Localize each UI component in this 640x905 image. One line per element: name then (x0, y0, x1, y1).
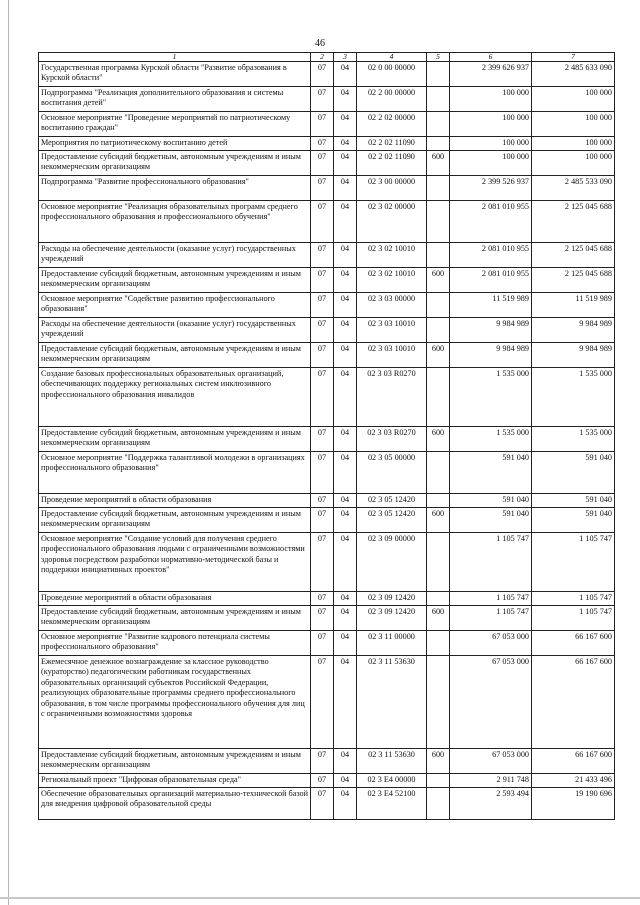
row-name: Предоставление субсидий бюджетным, автономным учреждениям и иным некоммерческим организациям (39, 508, 311, 533)
table-row (39, 201, 615, 243)
row-target-article: 02 2 02 00000 (357, 112, 427, 137)
row-subsection: 04 (334, 774, 357, 788)
row-section: 07 (311, 656, 334, 749)
row-name: Подпрограмма "Развитие профессионального образования" (39, 176, 311, 201)
row-subsection: 04 (334, 494, 357, 508)
row-amount-year1: 1 535 000 (450, 427, 532, 452)
row-amount-year2: 1 105 747 (532, 533, 615, 592)
row-amount-year2: 100 000 (532, 87, 615, 112)
row-target-article: 02 3 09 12420 (357, 592, 427, 606)
row-target-article: 02 3 E4 52100 (357, 788, 427, 820)
row-expense-type: 600 (427, 606, 450, 631)
row-expense-type (427, 293, 450, 318)
row-subsection: 04 (334, 176, 357, 201)
table-row (39, 774, 615, 788)
row-expense-type: 600 (427, 151, 450, 176)
row-amount-year1: 591 040 (450, 508, 532, 533)
table-row (39, 427, 615, 452)
row-target-article: 02 3 11 53630 (357, 656, 427, 749)
row-section: 07 (311, 508, 334, 533)
row-amount-year2: 2 125 045 688 (532, 201, 615, 243)
row-name: Предоставление субсидий бюджетным, автономным учреждениям и иным некоммерческим организациям (39, 343, 311, 368)
row-amount-year1: 100 000 (450, 87, 532, 112)
row-expense-type: 600 (427, 749, 450, 774)
row-name: Мероприятия по патриотическому воспитанию детей (39, 137, 311, 151)
row-subsection: 04 (334, 318, 357, 343)
row-section: 07 (311, 774, 334, 788)
row-subsection: 04 (334, 533, 357, 592)
row-section: 07 (311, 533, 334, 592)
row-section: 07 (311, 137, 334, 151)
row-amount-year1: 2 081 010 955 (450, 201, 532, 243)
row-expense-type (427, 87, 450, 112)
row-target-article: 02 3 03 R0270 (357, 368, 427, 427)
table-row (39, 533, 615, 592)
scan-bottom-edge (0, 897, 640, 899)
row-target-article: 02 2 00 00000 (357, 87, 427, 112)
row-amount-year1: 67 053 000 (450, 631, 532, 656)
row-subsection: 04 (334, 427, 357, 452)
row-expense-type: 600 (427, 508, 450, 533)
row-expense-type (427, 318, 450, 343)
row-section: 07 (311, 631, 334, 656)
table-row (39, 631, 615, 656)
header-cell: 4 (357, 53, 427, 62)
row-subsection: 04 (334, 112, 357, 137)
table-row (39, 508, 615, 533)
row-amount-year2: 9 984 989 (532, 343, 615, 368)
table-row (39, 243, 615, 268)
row-target-article: 02 2 02 11090 (357, 151, 427, 176)
row-name: Предоставление субсидий бюджетным, автономным учреждениям и иным некоммерческим организациям (39, 151, 311, 176)
row-target-article: 02 3 11 00000 (357, 631, 427, 656)
row-amount-year1: 11 519 989 (450, 293, 532, 318)
row-section: 07 (311, 494, 334, 508)
row-subsection: 04 (334, 201, 357, 243)
row-subsection: 04 (334, 788, 357, 820)
row-section: 07 (311, 452, 334, 494)
row-expense-type (427, 774, 450, 788)
row-amount-year1: 1 105 747 (450, 533, 532, 592)
row-section: 07 (311, 293, 334, 318)
row-expense-type (427, 494, 450, 508)
table-row (39, 494, 615, 508)
row-name: Предоставление субсидий бюджетным, автономным учреждениям и иным некоммерческим организациям (39, 268, 311, 293)
table-row (39, 268, 615, 293)
row-name: Основное мероприятие "Содействие развитию профессионального образования" (39, 293, 311, 318)
row-expense-type (427, 201, 450, 243)
row-name: Основное мероприятие "Поддержка талантливой молодежи в организациях профессионального образования" (39, 452, 311, 494)
row-target-article: 02 0 00 00000 (357, 62, 427, 87)
row-expense-type (427, 452, 450, 494)
header-cell: 6 (450, 53, 532, 62)
row-section: 07 (311, 176, 334, 201)
table-row (39, 112, 615, 137)
row-target-article: 02 3 E4 00000 (357, 774, 427, 788)
table-row (39, 343, 615, 368)
row-section: 07 (311, 343, 334, 368)
row-name: Расходы на обеспечение деятельности (оказание услуг) государственных учреждений (39, 243, 311, 268)
row-section: 07 (311, 62, 334, 87)
row-name: Расходы на обеспечение деятельности (оказание услуг) государственных учреждений (39, 318, 311, 343)
row-expense-type (427, 631, 450, 656)
header-row (39, 53, 615, 62)
row-amount-year2: 1 535 000 (532, 427, 615, 452)
table-row (39, 176, 615, 201)
row-amount-year1: 67 053 000 (450, 749, 532, 774)
row-amount-year2: 1 105 747 (532, 606, 615, 631)
row-name: Региональный проект "Цифровая образовательная среда" (39, 774, 311, 788)
row-expense-type (427, 62, 450, 87)
table-row (39, 452, 615, 494)
row-target-article: 02 3 02 10010 (357, 243, 427, 268)
row-amount-year1: 67 053 000 (450, 656, 532, 749)
row-amount-year1: 1 535 000 (450, 368, 532, 427)
row-subsection: 04 (334, 368, 357, 427)
row-amount-year2: 9 984 989 (532, 318, 615, 343)
row-amount-year2: 66 167 600 (532, 749, 615, 774)
row-amount-year1: 9 984 989 (450, 343, 532, 368)
row-name: Проведение мероприятий в области образования (39, 592, 311, 606)
row-amount-year1: 2 081 010 955 (450, 243, 532, 268)
row-amount-year2: 1 105 747 (532, 592, 615, 606)
row-amount-year2: 1 535 000 (532, 368, 615, 427)
row-amount-year1: 2 593 494 (450, 788, 532, 820)
row-expense-type (427, 137, 450, 151)
row-name: Основное мероприятие "Создание условий для получения среднего профессионального образования людьми с ограниченными возможностями здоровья посредством разработки нормативно-методической базы и поддержки инициативных проектов" (39, 533, 311, 592)
page-number: 46 (315, 38, 325, 49)
row-amount-year1: 591 040 (450, 452, 532, 494)
row-amount-year2: 2 125 045 688 (532, 243, 615, 268)
row-subsection: 04 (334, 656, 357, 749)
row-amount-year2: 2 125 045 688 (532, 268, 615, 293)
row-target-article: 02 3 02 00000 (357, 201, 427, 243)
row-subsection: 04 (334, 62, 357, 87)
row-expense-type: 600 (427, 268, 450, 293)
row-amount-year2: 100 000 (532, 151, 615, 176)
row-amount-year2: 2 485 633 090 (532, 62, 615, 87)
row-amount-year1: 1 105 747 (450, 606, 532, 631)
row-target-article: 02 3 09 00000 (357, 533, 427, 592)
row-amount-year2: 591 040 (532, 452, 615, 494)
row-subsection: 04 (334, 508, 357, 533)
row-name: Предоставление субсидий бюджетным, автономным учреждениям и иным некоммерческим организациям (39, 749, 311, 774)
row-section: 07 (311, 87, 334, 112)
row-section: 07 (311, 151, 334, 176)
row-amount-year1: 100 000 (450, 112, 532, 137)
row-amount-year1: 9 984 989 (450, 318, 532, 343)
row-name: Основное мероприятие "Реализация образовательных программ среднего профессионального образования и профессионального обучения" (39, 201, 311, 243)
table-row (39, 749, 615, 774)
table-row (39, 151, 615, 176)
row-section: 07 (311, 368, 334, 427)
row-subsection: 04 (334, 749, 357, 774)
row-amount-year2: 100 000 (532, 137, 615, 151)
row-amount-year2: 100 000 (532, 112, 615, 137)
header-cell: 5 (427, 53, 450, 62)
table-row (39, 293, 615, 318)
row-expense-type (427, 533, 450, 592)
row-amount-year2: 66 167 600 (532, 631, 615, 656)
row-target-article: 02 3 02 10010 (357, 268, 427, 293)
row-expense-type (427, 243, 450, 268)
row-target-article: 02 3 03 10010 (357, 343, 427, 368)
row-section: 07 (311, 427, 334, 452)
table-row (39, 62, 615, 87)
row-target-article: 02 3 09 12420 (357, 606, 427, 631)
row-name: Подпрограмма "Реализация дополнительного образования и системы воспитания детей" (39, 87, 311, 112)
row-name: Создание базовых профессиональных образовательных организаций, обеспечивающих поддержку региональных систем инклюзивного профессионального образования инвалидов (39, 368, 311, 427)
row-amount-year1: 100 000 (450, 137, 532, 151)
row-amount-year1: 591 040 (450, 494, 532, 508)
row-subsection: 04 (334, 87, 357, 112)
row-target-article: 02 2 02 11090 (357, 137, 427, 151)
row-name: Проведение мероприятий в области образования (39, 494, 311, 508)
row-section: 07 (311, 112, 334, 137)
row-name: Предоставление субсидий бюджетным, автономным учреждениям и иным некоммерческим организациям (39, 606, 311, 631)
row-amount-year2: 19 190 696 (532, 788, 615, 820)
header-cell: 7 (532, 53, 615, 62)
row-section: 07 (311, 201, 334, 243)
row-amount-year2: 21 433 496 (532, 774, 615, 788)
row-expense-type (427, 112, 450, 137)
row-subsection: 04 (334, 137, 357, 151)
row-expense-type (427, 176, 450, 201)
header-cell: 2 (311, 53, 334, 62)
table-row (39, 592, 615, 606)
row-subsection: 04 (334, 343, 357, 368)
row-subsection: 04 (334, 606, 357, 631)
row-name: Предоставление субсидий бюджетным, автономным учреждениям и иным некоммерческим организациям (39, 427, 311, 452)
row-section: 07 (311, 268, 334, 293)
row-target-article: 02 3 11 53630 (357, 749, 427, 774)
row-target-article: 02 3 03 10010 (357, 318, 427, 343)
row-section: 07 (311, 788, 334, 820)
row-amount-year1: 100 000 (450, 151, 532, 176)
row-target-article: 02 3 03 R0270 (357, 427, 427, 452)
row-section: 07 (311, 606, 334, 631)
row-amount-year1: 2 399 626 937 (450, 62, 532, 87)
row-subsection: 04 (334, 268, 357, 293)
row-amount-year2: 2 485 533 090 (532, 176, 615, 201)
row-target-article: 02 3 00 00000 (357, 176, 427, 201)
row-name: Обеспечение образовательных организаций материально-технической базой для внедрения цифровой образовательной среды (39, 788, 311, 820)
row-subsection: 04 (334, 293, 357, 318)
header-cell: 3 (334, 53, 357, 62)
row-amount-year2: 66 167 600 (532, 656, 615, 749)
row-expense-type: 600 (427, 343, 450, 368)
row-amount-year1: 2 399 526 937 (450, 176, 532, 201)
row-subsection: 04 (334, 631, 357, 656)
table-row (39, 788, 615, 820)
budget-table (38, 52, 615, 820)
table-row (39, 87, 615, 112)
table-row (39, 318, 615, 343)
table-row (39, 368, 615, 427)
row-subsection: 04 (334, 151, 357, 176)
row-target-article: 02 3 05 12420 (357, 494, 427, 508)
row-subsection: 04 (334, 452, 357, 494)
row-expense-type (427, 656, 450, 749)
row-amount-year1: 2 911 748 (450, 774, 532, 788)
row-name: Основное мероприятие "Проведение мероприятий по патриотическому воспитанию граждан" (39, 112, 311, 137)
row-expense-type (427, 788, 450, 820)
row-target-article: 02 3 03 00000 (357, 293, 427, 318)
row-target-article: 02 3 05 12420 (357, 508, 427, 533)
row-expense-type: 600 (427, 427, 450, 452)
table-row (39, 606, 615, 631)
row-name: Государственная программа Курской области "Развитие образования в Курской области" (39, 62, 311, 87)
row-name: Основное мероприятие "Развитие кадрового потенциала системы профессионального образования" (39, 631, 311, 656)
table-row (39, 656, 615, 749)
row-amount-year2: 591 040 (532, 508, 615, 533)
header-cell: 1 (39, 53, 311, 62)
row-subsection: 04 (334, 592, 357, 606)
row-amount-year1: 2 081 010 955 (450, 268, 532, 293)
row-expense-type (427, 592, 450, 606)
table-row (39, 137, 615, 151)
row-section: 07 (311, 243, 334, 268)
row-expense-type (427, 368, 450, 427)
row-section: 07 (311, 749, 334, 774)
row-section: 07 (311, 318, 334, 343)
row-amount-year2: 591 040 (532, 494, 615, 508)
row-amount-year1: 1 105 747 (450, 592, 532, 606)
row-section: 07 (311, 592, 334, 606)
row-target-article: 02 3 05 00000 (357, 452, 427, 494)
scan-left-edge (8, 0, 9, 905)
row-subsection: 04 (334, 243, 357, 268)
row-name: Ежемесячное денежное вознаграждение за классное руководство (кураторство) педагогическим работникам государственных образовательных организаций субъектов Российской Федерации, реализующих образовательные программы среднего профессионального образования, в том числе программы профессионального обучения для лиц с ограниченными возможностями здоровья (39, 656, 311, 749)
row-amount-year2: 11 519 989 (532, 293, 615, 318)
